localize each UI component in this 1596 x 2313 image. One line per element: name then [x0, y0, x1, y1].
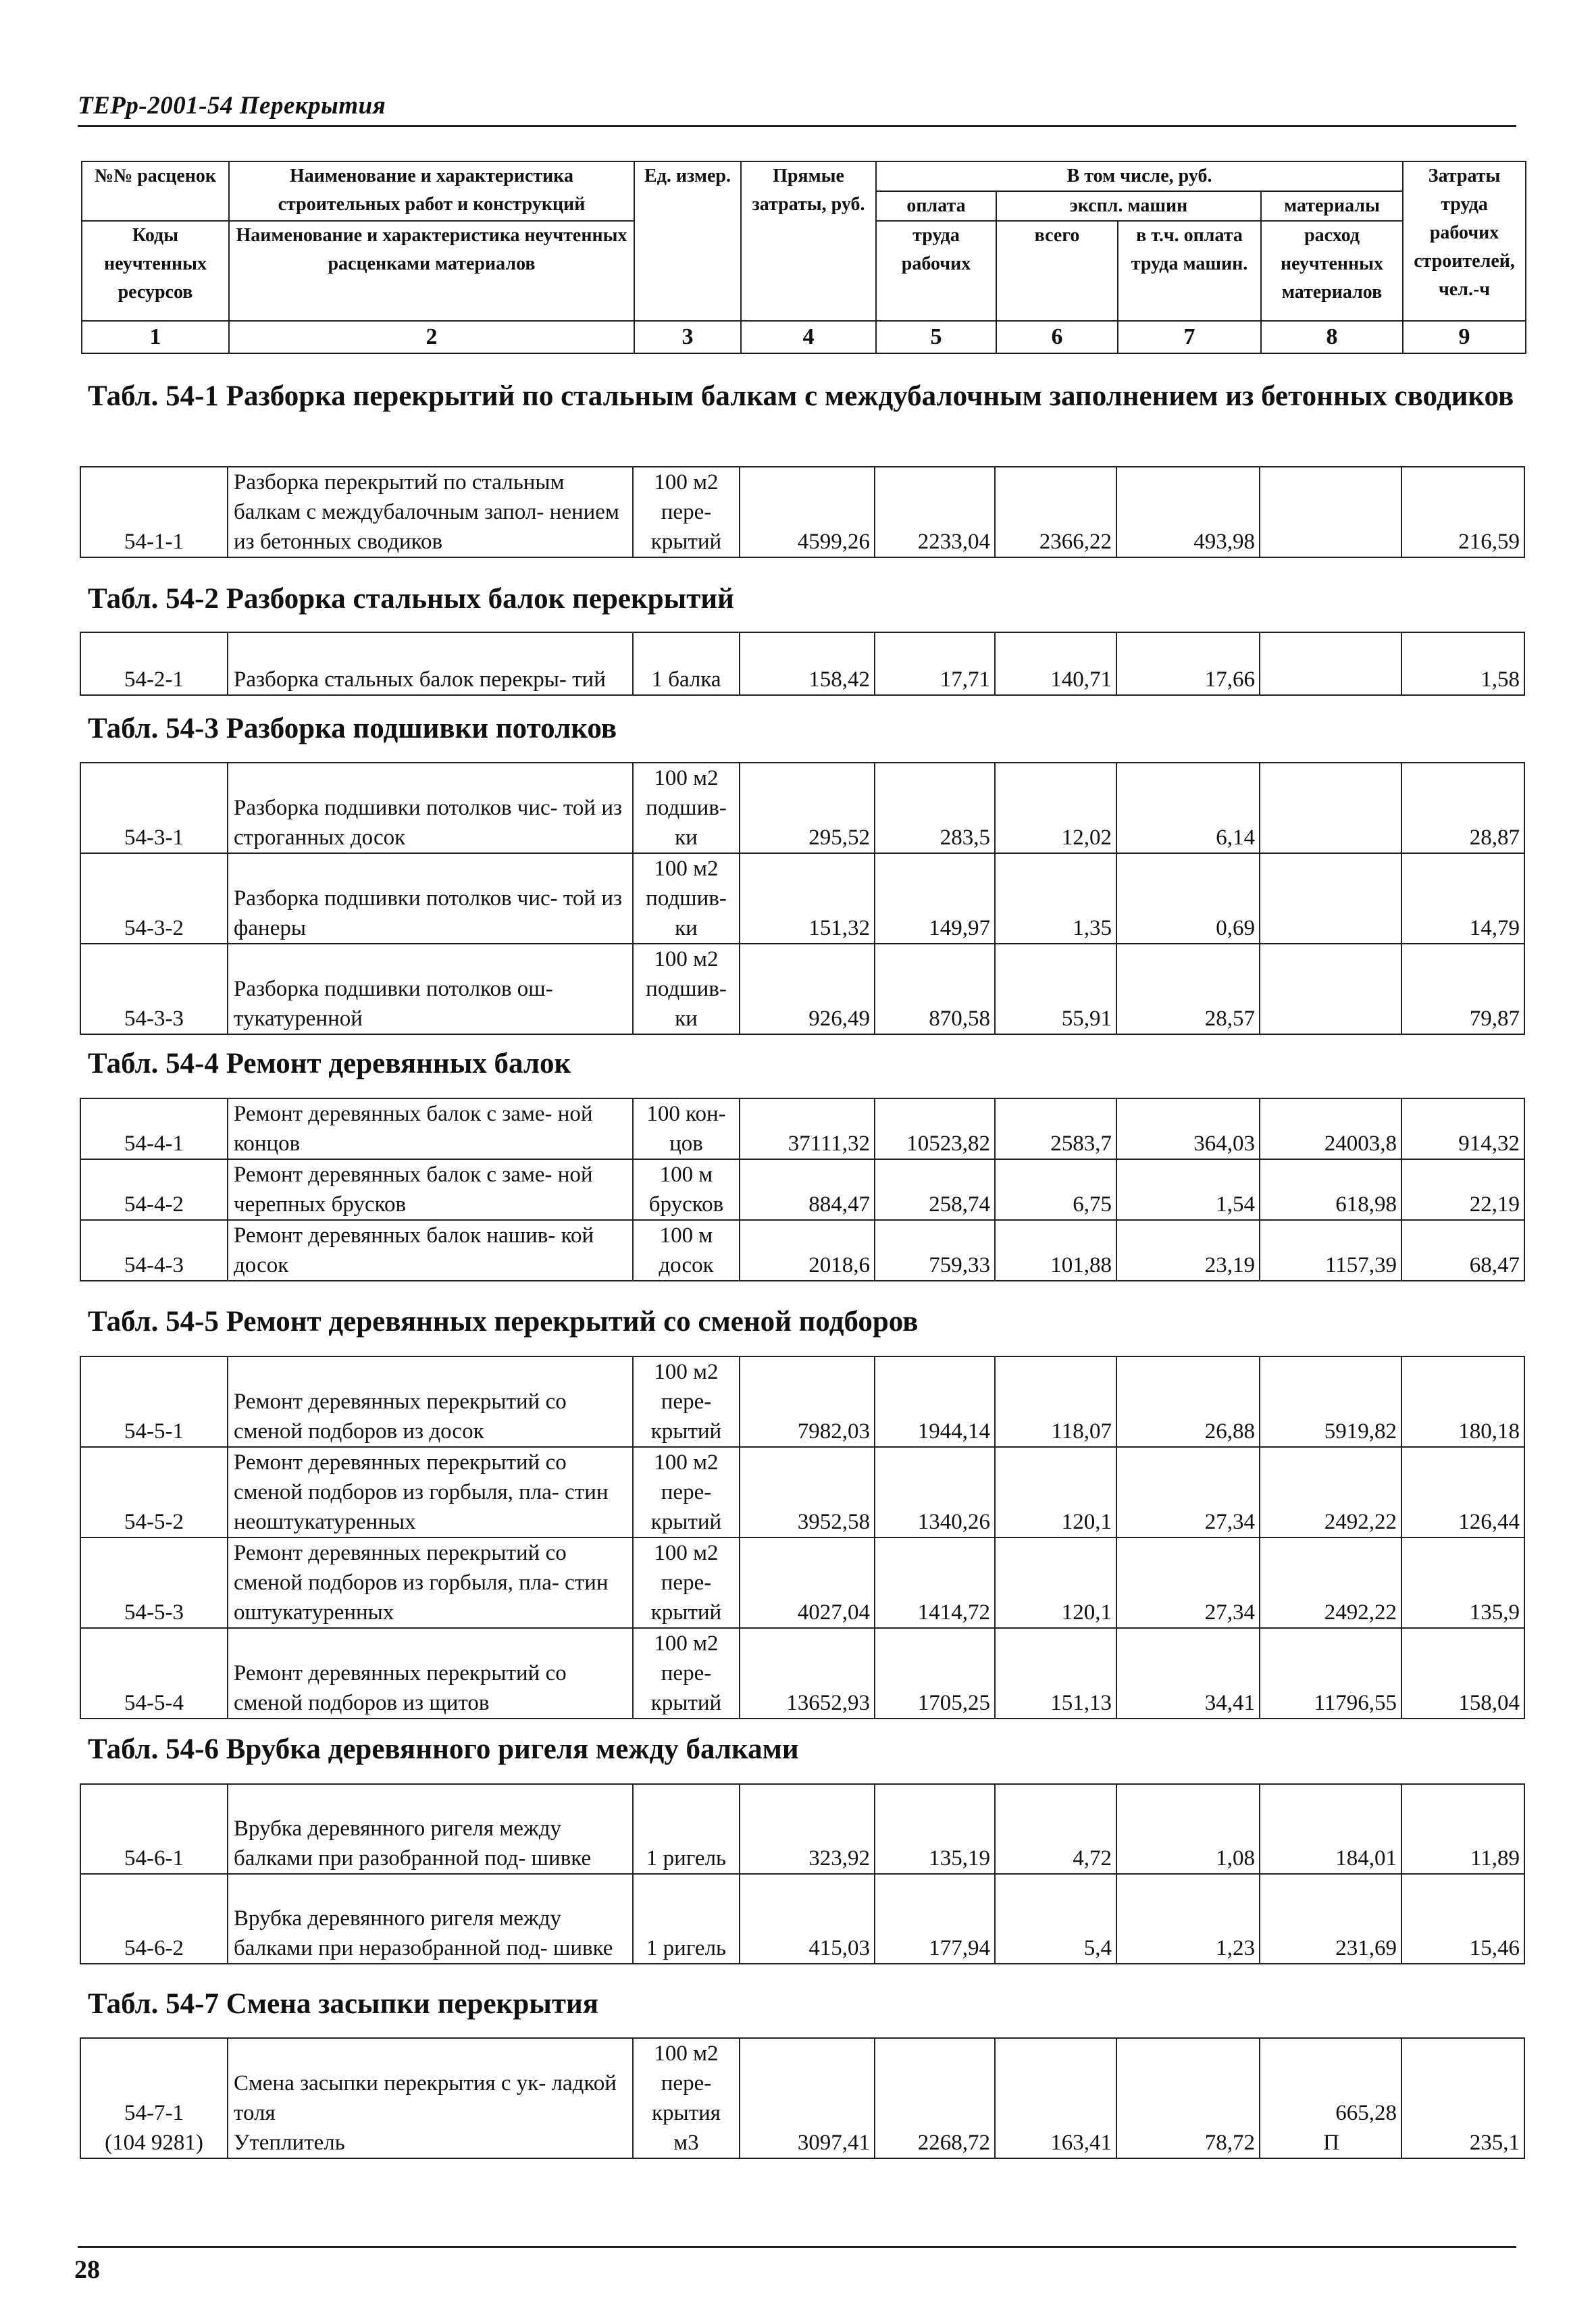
rate-code-resource: (104 9281) [105, 2131, 203, 2155]
work-name: Разборка перекрытий по стальным балкам с междубалочным запол- нением из бетонных сводиков [228, 467, 633, 557]
machinists-pay: 34,41 [1116, 1628, 1260, 1719]
table-row [80, 1784, 1524, 1874]
direct-costs: 3097,41 [740, 2038, 875, 2158]
section-title: Табл. 54-3 Разборка подшивки потолков [88, 713, 617, 744]
work-name: Врубка деревянного ригеля между балками при разобранной под- шивке [228, 1784, 633, 1874]
labor-hours: 28,87 [1401, 763, 1524, 853]
rate-code: 54-4-1 [80, 1098, 228, 1159]
work-name: Разборка подшивки потолков чис- той из фанеры [228, 853, 633, 944]
machines-total: 163,41 [995, 2038, 1116, 2158]
labor-hours: 216,59 [1401, 467, 1524, 557]
table-row [80, 763, 1524, 853]
machinists-pay: 493,98 [1116, 467, 1260, 557]
direct-costs: 37111,32 [740, 1098, 875, 1159]
rate-code: 54-5-3 [80, 1537, 228, 1628]
workers-pay: 1414,72 [875, 1537, 995, 1628]
labor-hours: 79,87 [1401, 944, 1524, 1034]
labor-hours: 235,1 [1401, 2038, 1524, 2158]
unit: 1 ригель [633, 1874, 740, 1964]
machines-total: 6,75 [995, 1159, 1116, 1220]
machinists-pay: 26,88 [1116, 1356, 1260, 1447]
direct-costs: 13652,93 [740, 1628, 875, 1719]
hdr-code: №№ расценок [82, 161, 229, 221]
hdr-name: Наименование и характеристика строительных работ и конструкций [229, 161, 634, 221]
running-head: ТЕРр-2001-54 Перекрытия [78, 92, 386, 120]
machinists-pay: 364,03 [1116, 1098, 1260, 1159]
hdr-materialy: материалы [1261, 191, 1403, 221]
machines-total: 120,1 [995, 1447, 1116, 1537]
machines-total: 55,91 [995, 944, 1116, 1034]
labor-hours: 158,04 [1401, 1628, 1524, 1719]
hdr-ekspl: экспл. машин [996, 191, 1261, 221]
col-number: 1 [82, 321, 229, 353]
hdr-machines-total: всего [996, 221, 1118, 321]
machinists-pay: 27,34 [1116, 1447, 1260, 1537]
direct-costs: 295,52 [740, 763, 875, 853]
hdr-labor: Затраты труда рабочих строителей, чел.-ч [1403, 161, 1526, 321]
col-number: 9 [1403, 321, 1526, 353]
machines-total: 1,35 [995, 853, 1116, 944]
hdr-resource-codes: Коды неучтенных ресурсов [82, 221, 229, 321]
rate-code: 54-5-4 [80, 1628, 228, 1719]
header-rule [78, 125, 1516, 127]
rate-code: 54-3-1 [80, 763, 228, 853]
direct-costs: 884,47 [740, 1159, 875, 1220]
rates-table [80, 466, 1525, 558]
material-usage: 11796,55 [1260, 1628, 1401, 1719]
direct-costs: 2018,6 [740, 1220, 875, 1281]
section-title: Табл. 54-1 Разборка перекрытий по стальным балкам с междубалочным заполнением из бетонных сводиков [88, 380, 1514, 412]
labor-hours: 1,58 [1401, 632, 1524, 695]
unit-main: 100 м2 пере- крытия [652, 2041, 721, 2125]
rate-code: 54-1-1 [80, 467, 228, 557]
workers-pay: 177,94 [875, 1874, 995, 1964]
material-usage [1260, 632, 1401, 695]
table-row [80, 1356, 1524, 1447]
direct-costs: 151,32 [740, 853, 875, 944]
machines-total: 5,4 [995, 1874, 1116, 1964]
work-name: Ремонт деревянных балок нашив- кой досок [228, 1220, 633, 1281]
machines-total: 151,13 [995, 1628, 1116, 1719]
labor-hours: 68,47 [1401, 1220, 1524, 1281]
material-usage [1260, 2038, 1401, 2158]
labor-hours: 135,9 [1401, 1537, 1524, 1628]
machines-total: 2583,7 [995, 1098, 1116, 1159]
machinists-pay: 0,69 [1116, 853, 1260, 944]
work-name: Ремонт деревянных перекрытий со сменой подборов из горбыля, пла- стин неоштукатуренных [228, 1447, 633, 1537]
machinists-pay: 78,72 [1116, 2038, 1260, 2158]
workers-pay: 1340,26 [875, 1447, 995, 1537]
machinists-pay: 23,19 [1116, 1220, 1260, 1281]
rate-code: 54-3-3 [80, 944, 228, 1034]
table-row [80, 1874, 1524, 1964]
machines-total: 120,1 [995, 1537, 1116, 1628]
rate-code: 54-5-1 [80, 1356, 228, 1447]
labor-hours: 22,19 [1401, 1159, 1524, 1220]
table-row [80, 1628, 1524, 1719]
col-number: 6 [996, 321, 1118, 353]
direct-costs: 7982,03 [740, 1356, 875, 1447]
unit: 100 м брусков [633, 1159, 740, 1220]
rates-table [80, 762, 1525, 1035]
labor-hours: 126,44 [1401, 1447, 1524, 1537]
table-row [80, 632, 1524, 695]
unit: 100 кон- цов [633, 1098, 740, 1159]
table-row [80, 944, 1524, 1034]
hdr-machinists-pay: в т.ч. оплата труда машин. [1118, 221, 1261, 321]
direct-costs: 323,92 [740, 1784, 875, 1874]
direct-costs: 926,49 [740, 944, 875, 1034]
table-row [80, 2038, 1524, 2158]
work-name-main: Смена засыпки перекрытия с ук- ладкой толя [234, 2071, 617, 2125]
work-name: Ремонт деревянных балок с заме- ной черепных брусков [228, 1159, 633, 1220]
workers-pay: 258,74 [875, 1159, 995, 1220]
material-usage-resource: П [1323, 2131, 1339, 2155]
rate-code: 54-6-2 [80, 1874, 228, 1964]
page-number: 28 [74, 2256, 100, 2284]
work-name: Ремонт деревянных балок с заме- ной концов [228, 1098, 633, 1159]
hdr-material-name: Наименование и характеристика неучтенных расценками материалов [229, 221, 634, 321]
direct-costs: 415,03 [740, 1874, 875, 1964]
material-usage: 231,69 [1260, 1874, 1401, 1964]
machines-total: 12,02 [995, 763, 1116, 853]
machinists-pay: 28,57 [1116, 944, 1260, 1034]
rates-table [80, 2037, 1525, 2159]
rate-code-main: 54-7-1 [124, 2101, 184, 2125]
machines-total: 2366,22 [995, 467, 1116, 557]
unit-resource: м3 [673, 2131, 699, 2155]
rate-code: 54-2-1 [80, 632, 228, 695]
table-row [80, 853, 1524, 944]
labor-hours: 15,46 [1401, 1874, 1524, 1964]
hdr-direct-costs: Прямые затраты, руб. [741, 161, 876, 321]
work-name-resource: Утеплитель [234, 2131, 345, 2155]
section-title: Табл. 54-4 Ремонт деревянных балок [88, 1048, 571, 1079]
workers-pay: 135,19 [875, 1784, 995, 1874]
work-name: Ремонт деревянных перекрытий со сменой подборов из досок [228, 1356, 633, 1447]
material-usage: 5919,82 [1260, 1356, 1401, 1447]
rates-table [80, 1356, 1525, 1719]
unit: 100 м2 подшив- ки [633, 763, 740, 853]
material-usage: 24003,8 [1260, 1098, 1401, 1159]
labor-hours: 14,79 [1401, 853, 1524, 944]
work-name: Ремонт деревянных перекрытий со сменой подборов из горбыля, пла- стин оштукатуренных [228, 1537, 633, 1628]
machinists-pay: 27,34 [1116, 1537, 1260, 1628]
unit: 100 м2 пере- крытий [633, 1628, 740, 1719]
rate-code [80, 2038, 228, 2158]
unit [633, 2038, 740, 2158]
direct-costs: 3952,58 [740, 1447, 875, 1537]
workers-pay: 759,33 [875, 1220, 995, 1281]
workers-pay: 1944,14 [875, 1356, 995, 1447]
direct-costs: 158,42 [740, 632, 875, 695]
section-title: Табл. 54-6 Врубка деревянного ригеля между балками [88, 1733, 799, 1765]
labor-hours: 914,32 [1401, 1098, 1524, 1159]
material-usage: 2492,22 [1260, 1537, 1401, 1628]
unit: 1 балка [633, 632, 740, 695]
hdr-group: В том числе, руб. [876, 161, 1403, 191]
col-number: 3 [634, 321, 741, 353]
rate-code: 54-4-2 [80, 1159, 228, 1220]
rate-code: 54-3-2 [80, 853, 228, 944]
work-name: Ремонт деревянных перекрытий со сменой подборов из щитов [228, 1628, 633, 1719]
table-row [80, 1447, 1524, 1537]
machinists-pay: 1,54 [1116, 1159, 1260, 1220]
col-number: 8 [1261, 321, 1403, 353]
workers-pay: 870,58 [875, 944, 995, 1034]
unit: 100 м2 пере- крытий [633, 1537, 740, 1628]
material-usage-main: 665,28 [1335, 2101, 1397, 2125]
workers-pay: 10523,82 [875, 1098, 995, 1159]
hdr-oplata: оплата [876, 191, 996, 221]
col-number: 7 [1118, 321, 1261, 353]
work-name: Врубка деревянного ригеля между балками при неразобранной под- шивке [228, 1874, 633, 1964]
rates-table [80, 1783, 1525, 1964]
table-row [80, 467, 1524, 557]
machines-total: 4,72 [995, 1784, 1116, 1874]
col-number: 5 [876, 321, 996, 353]
workers-pay: 2233,04 [875, 467, 995, 557]
rate-code: 54-6-1 [80, 1784, 228, 1874]
column-header-table [81, 161, 1526, 354]
material-usage: 1157,39 [1260, 1220, 1401, 1281]
hdr-workers-pay: труда рабочих [876, 221, 996, 321]
machines-total: 140,71 [995, 632, 1116, 695]
machinists-pay: 6,14 [1116, 763, 1260, 853]
unit: 100 м2 подшив- ки [633, 944, 740, 1034]
rate-code: 54-5-2 [80, 1447, 228, 1537]
material-usage [1260, 763, 1401, 853]
table-row [80, 1098, 1524, 1159]
machines-total: 118,07 [995, 1356, 1116, 1447]
rates-table [80, 632, 1525, 696]
workers-pay: 149,97 [875, 853, 995, 944]
section-title: Табл. 54-5 Ремонт деревянных перекрытий со сменой подборов [88, 1306, 919, 1338]
unit: 100 м2 пере- крытий [633, 1447, 740, 1537]
unit: 1 ригель [633, 1784, 740, 1874]
direct-costs: 4599,26 [740, 467, 875, 557]
workers-pay: 283,5 [875, 763, 995, 853]
direct-costs: 4027,04 [740, 1537, 875, 1628]
labor-hours: 180,18 [1401, 1356, 1524, 1447]
section-title: Табл. 54-7 Смена засыпки перекрытия [88, 1988, 598, 2020]
material-usage [1260, 944, 1401, 1034]
machinists-pay: 1,23 [1116, 1874, 1260, 1964]
col-number: 2 [229, 321, 634, 353]
material-usage: 2492,22 [1260, 1447, 1401, 1537]
material-usage: 184,01 [1260, 1784, 1401, 1874]
labor-hours: 11,89 [1401, 1784, 1524, 1874]
hdr-unit: Ед. измер. [634, 161, 741, 321]
workers-pay: 17,71 [875, 632, 995, 695]
col-number: 4 [741, 321, 876, 353]
work-name: Разборка подшивки потолков ош- тукатуренной [228, 944, 633, 1034]
rates-table [80, 1098, 1525, 1281]
material-usage: 618,98 [1260, 1159, 1401, 1220]
hdr-material-usage: расход неучтенных материалов [1261, 221, 1403, 321]
material-usage [1260, 467, 1401, 557]
work-name: Разборка подшивки потолков чис- той из строганных досок [228, 763, 633, 853]
rate-code: 54-4-3 [80, 1220, 228, 1281]
unit: 100 м досок [633, 1220, 740, 1281]
work-name [228, 2038, 633, 2158]
material-usage [1260, 853, 1401, 944]
unit: 100 м2 подшив- ки [633, 853, 740, 944]
unit: 100 м2 пере- крытий [633, 467, 740, 557]
workers-pay: 2268,72 [875, 2038, 995, 2158]
machinists-pay: 17,66 [1116, 632, 1260, 695]
work-name: Разборка стальных балок перекры- тий [228, 632, 633, 695]
section-title: Табл. 54-2 Разборка стальных балок перекрытий [88, 583, 734, 615]
footer-rule [78, 2246, 1516, 2248]
table-row [80, 1220, 1524, 1281]
unit: 100 м2 пере- крытий [633, 1356, 740, 1447]
workers-pay: 1705,25 [875, 1628, 995, 1719]
table-row [80, 1159, 1524, 1220]
machinists-pay: 1,08 [1116, 1784, 1260, 1874]
machines-total: 101,88 [995, 1220, 1116, 1281]
table-row [80, 1537, 1524, 1628]
